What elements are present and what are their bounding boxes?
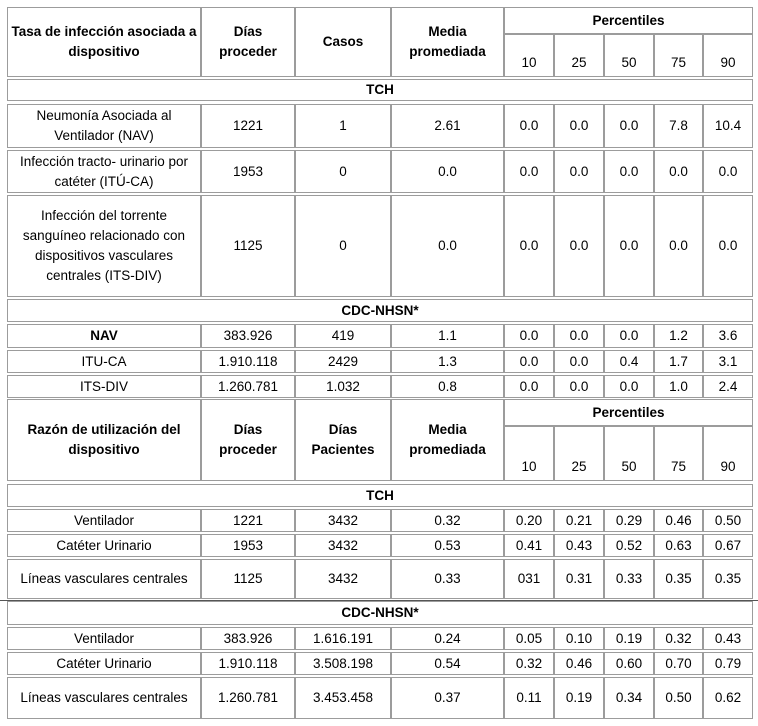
- table-cell: 0.0: [554, 350, 604, 373]
- table-cell: 2429: [295, 350, 391, 373]
- table-cell: 0.0: [604, 324, 654, 348]
- row-label: NAV: [7, 324, 201, 348]
- percentile-header-cell: 25: [554, 34, 604, 77]
- table-cell: 0.0: [391, 150, 504, 193]
- table-cell: 2.61: [391, 104, 504, 148]
- table-cell: 0.0: [504, 104, 554, 148]
- table-cell: 0.8: [391, 375, 504, 398]
- table-cell: 0.0: [654, 150, 703, 193]
- table-cell: 0.31: [554, 559, 604, 599]
- row-label: Catéter Urinario: [7, 652, 201, 675]
- table-cell: 419: [295, 324, 391, 348]
- table-cell: 0.0: [703, 195, 753, 297]
- table-cell: 0.46: [654, 509, 703, 532]
- table-cell: 0.20: [504, 509, 554, 532]
- table-cell: 1125: [201, 195, 295, 297]
- table-cell: 1125: [201, 559, 295, 599]
- row-label: ITS-DIV: [7, 375, 201, 398]
- table-cell: 383.926: [201, 627, 295, 650]
- table-cell: 0.50: [703, 509, 753, 532]
- header-cell: Razón de utilización del dispositivo: [7, 399, 201, 481]
- table-cell: 3432: [295, 534, 391, 557]
- table-cell: 0.33: [604, 559, 654, 599]
- header-cell: Días proceder: [201, 7, 295, 77]
- table-cell: 0.41: [504, 534, 554, 557]
- table-cell: 3.508.198: [295, 652, 391, 675]
- table-cell: 0: [295, 150, 391, 193]
- table-cell: 0.54: [391, 652, 504, 675]
- table-cell: 0.21: [554, 509, 604, 532]
- row-label: Líneas vasculares centrales: [7, 559, 201, 599]
- header-cell: Tasa de infección asociada a dispositivo: [7, 7, 201, 77]
- table-cell: 1.260.781: [201, 677, 295, 719]
- table-cell: 1.616.191: [295, 627, 391, 650]
- table-cell: 1953: [201, 534, 295, 557]
- table-cell: 7.8: [654, 104, 703, 148]
- table-cell: 0.0: [604, 195, 654, 297]
- table-cell: 0.0: [554, 195, 604, 297]
- group-title: TCH: [7, 79, 753, 101]
- percentile-header-cell: 75: [654, 34, 703, 77]
- table-cell: 0.0: [504, 350, 554, 373]
- table-cell: 0.63: [654, 534, 703, 557]
- table-cell: 0.70: [654, 652, 703, 675]
- percentile-header-cell: 50: [604, 34, 654, 77]
- header-cell: Casos: [295, 7, 391, 77]
- table-cell: 1.032: [295, 375, 391, 398]
- table-cell: 0.29: [604, 509, 654, 532]
- table-cell: 3.1: [703, 350, 753, 373]
- table-cell: 1.260.781: [201, 375, 295, 398]
- table-cell: 0.0: [504, 150, 554, 193]
- group-title: CDC-NHSN*: [7, 601, 753, 625]
- table-cell: 0.4: [604, 350, 654, 373]
- table-cell: 0.34: [604, 677, 654, 719]
- table-cell: 0.0: [554, 150, 604, 193]
- percentile-header-cell: 90: [703, 34, 753, 77]
- table-cell: 0.24: [391, 627, 504, 650]
- table-cell: 1: [295, 104, 391, 148]
- group-title: CDC-NHSN*: [7, 299, 753, 322]
- percentile-header-cell: 10: [504, 426, 554, 481]
- table-cell: 3432: [295, 559, 391, 599]
- header-cell: Días Pacientes: [295, 399, 391, 481]
- table-cell: 1.1: [391, 324, 504, 348]
- table-cell: 0.35: [703, 559, 753, 599]
- table-cell: 1.2: [654, 324, 703, 348]
- table-cell: 0.50: [654, 677, 703, 719]
- table-cell: 0.0: [604, 150, 654, 193]
- header-cell: Media promediada: [391, 399, 504, 481]
- table-cell: 0.0: [391, 195, 504, 297]
- table-cell: 0.32: [504, 652, 554, 675]
- table-cell: 0.46: [554, 652, 604, 675]
- table-cell: 0.0: [703, 150, 753, 193]
- table-cell: 0.32: [391, 509, 504, 532]
- table-cell: 0.10: [554, 627, 604, 650]
- table-cell: 0.11: [504, 677, 554, 719]
- header-cell: Media promediada: [391, 7, 504, 77]
- table-cell: 0.0: [504, 375, 554, 398]
- table-cell: 0.67: [703, 534, 753, 557]
- table-cell: 0.0: [554, 375, 604, 398]
- table-cell: 2.4: [703, 375, 753, 398]
- row-label: Catéter Urinario: [7, 534, 201, 557]
- row-label: Ventilador: [7, 509, 201, 532]
- row-label: ITU-CA: [7, 350, 201, 373]
- percentiles-header: Percentiles: [504, 7, 753, 34]
- table-cell: 0.0: [604, 375, 654, 398]
- table-cell: 3432: [295, 509, 391, 532]
- table-cell: 0.79: [703, 652, 753, 675]
- table-cell: 0.43: [554, 534, 604, 557]
- table-cell: 0.52: [604, 534, 654, 557]
- table-cell: 1.910.118: [201, 350, 295, 373]
- table-cell: 1.910.118: [201, 652, 295, 675]
- percentile-header-cell: 10: [504, 34, 554, 77]
- table-cell: 1.3: [391, 350, 504, 373]
- percentile-header-cell: 90: [703, 426, 753, 481]
- table-cell: 0.19: [604, 627, 654, 650]
- percentile-header-cell: 75: [654, 426, 703, 481]
- table-cell: 1221: [201, 104, 295, 148]
- header-cell: Días proceder: [201, 399, 295, 481]
- table-cell: 0.0: [604, 104, 654, 148]
- row-label: Líneas vasculares centrales: [7, 677, 201, 719]
- table-cell: 0.0: [504, 324, 554, 348]
- percentile-header-cell: 25: [554, 426, 604, 481]
- table-cell: 031: [504, 559, 554, 599]
- percentiles-header: Percentiles: [504, 399, 753, 426]
- table-cell: 0.0: [504, 195, 554, 297]
- table-cell: 0: [295, 195, 391, 297]
- table-cell: 3.453.458: [295, 677, 391, 719]
- row-label: Ventilador: [7, 627, 201, 650]
- table-cell: 0.0: [554, 324, 604, 348]
- percentile-header-cell: 50: [604, 426, 654, 481]
- table-cell: 1953: [201, 150, 295, 193]
- table-cell: 0.53: [391, 534, 504, 557]
- table-cell: 0.32: [654, 627, 703, 650]
- table-cell: 0.35: [654, 559, 703, 599]
- table-cell: 1.7: [654, 350, 703, 373]
- table-cell: 0.43: [703, 627, 753, 650]
- table-cell: 0.37: [391, 677, 504, 719]
- table-cell: 0.0: [654, 195, 703, 297]
- table-cell: 10.4: [703, 104, 753, 148]
- table-cell: 1221: [201, 509, 295, 532]
- group-title: TCH: [7, 484, 753, 507]
- table-cell: 0.19: [554, 677, 604, 719]
- row-label: Infección del torrente sanguíneo relacionado con dispositivos vasculares centrales (ITS-DIV): [7, 195, 201, 297]
- table-cell: 3.6: [703, 324, 753, 348]
- table-cell: 0.60: [604, 652, 654, 675]
- row-label: Infección tracto- urinario por catéter (ITÚ-CA): [7, 150, 201, 193]
- table-cell: 1.0: [654, 375, 703, 398]
- table-cell: 383.926: [201, 324, 295, 348]
- row-label: Neumonía Asociada al Ventilador (NAV): [7, 104, 201, 148]
- table-cell: 0.62: [703, 677, 753, 719]
- table-cell: 0.05: [504, 627, 554, 650]
- table-cell: 0.33: [391, 559, 504, 599]
- table-cell: 0.0: [554, 104, 604, 148]
